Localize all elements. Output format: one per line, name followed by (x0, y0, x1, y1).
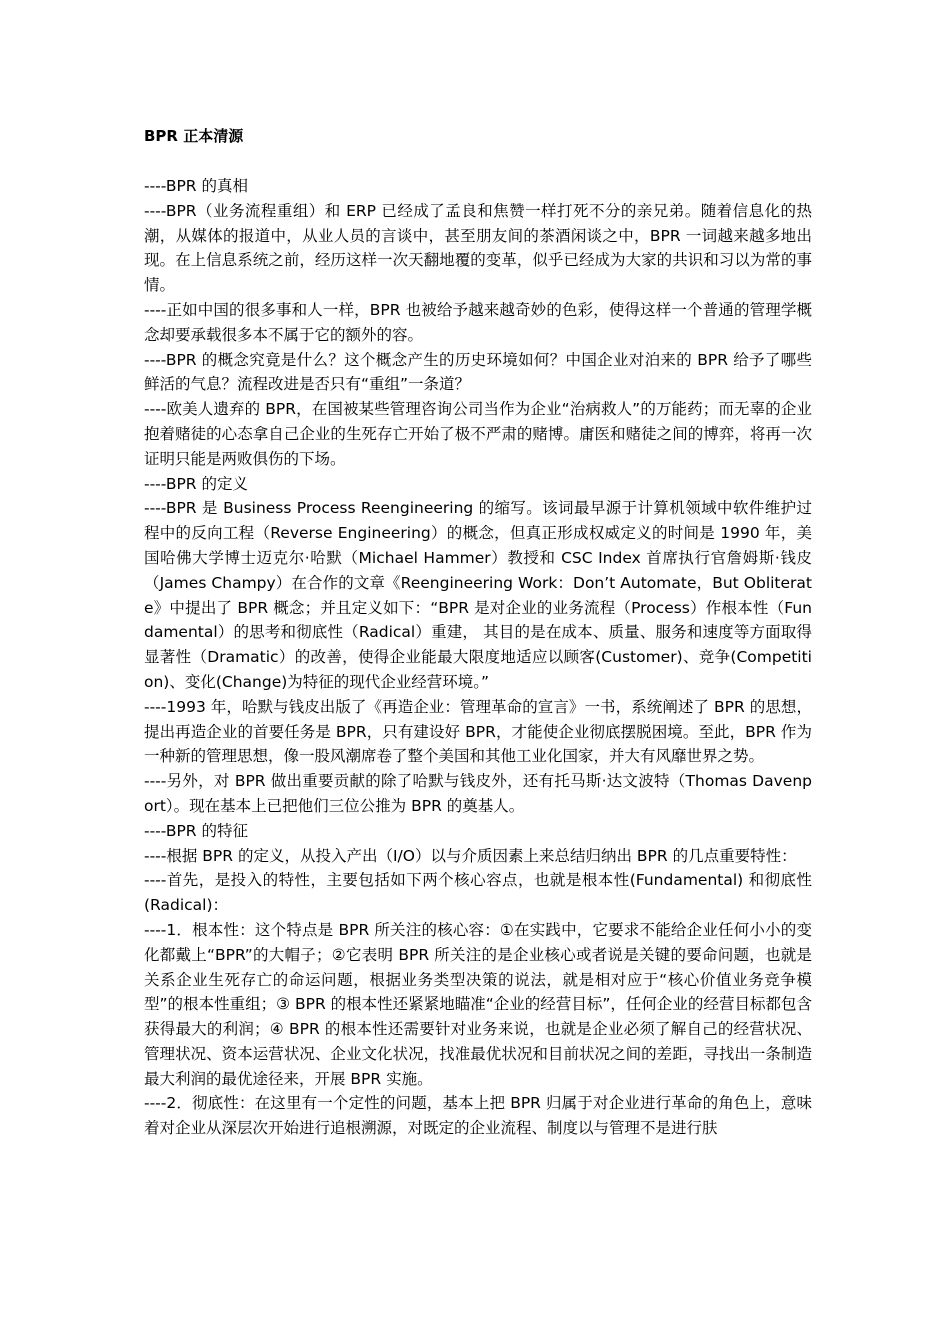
paragraph: ----根据 BPR 的定义，从投入产出（I/O）以与介质因素上来总结归纳出 BPR 的几点重要特性： (144, 846, 797, 865)
paragraph: ----2．彻底性：在这里有一个定性的问题，基本上把 BPR 归属于对企业进行革命的角色上，意味着对企业从深层次开始进行追根溯源，对既定的企业流程、制度以与管理不是进行肤 (144, 1094, 812, 1138)
paragraph: ----BPR 的真相 (144, 177, 248, 195)
paragraph: ----BPR（业务流程重组）和 ERP 已经成了孟良和焦赞一样打死不分的亲兄弟。随着信息化的热潮，从媒体的报道中，从业人员的言谈中，甚至朋友间的茶酒闲谈之中，BPR 一词越来越多地出现。在上信息系统之前，经历这样一次天翻地覆的变革，似乎已经成为大家的共识和习以为常的事情。 (144, 201, 812, 295)
paragraph: ----1．根本性：这个特点是 BPR 所关注的核心容：①在实践中，它要求不能给企业任何小小的变化都戴上“BPR”的大帽子；②它表明 BPR 所关注的是企业核心或者说是关键的要命问题，也就是关系企业生死存亡的命运问题，根据业务类型决策的说法，就是相对应于“核心价值业务竞争模型”的根本性重组；③ BPR 的根本性还紧紧地瞄准“企业的经营目标”，任何企业的经营目标都包含获得最大的利润；④ BPR 的根本性还需要针对业务来说，也就是企业必须了解自己的经营状况、管理状况、资本运营状况、企业文化状况，找准最优状况和目前状况之间的差距，寻找出一条制造最大利润的最优途径来，开展 BPR 实施。 (144, 920, 812, 1088)
paragraph: ----BPR 的概念究竟是什么？这个概念产生的历史环境如何？中国企业对泊来的 BPR 给予了哪些鲜活的气息？流程改进是否只有“重组”一条道？ (144, 350, 812, 394)
paragraph: ----正如中国的很多事和人一样，BPR 也被给予越来越奇妙的色彩，使得这样一个普通的管理学概念却要承载很多本不属于它的额外的容。 (144, 300, 812, 344)
paragraph: ----另外，对 BPR 做出重要贡献的除了哈默与钱皮外，还有托马斯·达文波特（Thomas Davenport）。现在基本上已把他们三位公推为 BPR 的奠基人。 (144, 772, 812, 815)
document-title: BPR 正本清源 (144, 127, 244, 145)
paragraph: ----BPR 的特征 (144, 821, 248, 840)
paragraph: ----首先，是投入的特性，主要包括如下两个核心容点，也就是根本性(Fundamental) 和彻底性 (Radical)： (144, 871, 812, 915)
paragraph: ----1993 年，哈默与钱皮出版了《再造企业：管理革命的宣言》一书，系统阐述了 BPR 的思想，提出再造企业的首要任务是 BPR，只有建设好 BPR，才能使企业彻底摆脱困境。至此，BPR 作为一种新的管理思想，像一股风潮席卷了整个美国和其他工业化国家，并大有风靡世界之势。 (144, 697, 812, 766)
document-page (144, 124, 812, 1141)
paragraph: ----BPR 是 Business Process Reengineering 的缩写。该词最早源于计算机领域中软件维护过程中的反向工程（Reverse Engineering）的概念，但真正形成权威定义的时间是 1990 年，美国哈佛大学博士迈克尔·哈默（Michael Hammer）教授和 CSC Index 首席执行官詹姆斯·钱皮（James Champy）在合作的文章《Reengineering Work：Don’t Automate，But Obliterate》中提出了 BPR 概念；并且定义如下：“BPR 是对企业的业务流程（Process）作根本性（Fundamental）的思考和彻底性（Radical）重建， 其目的是在成本、质量、服务和速度等方面取得显著性（Dramatic）的改善，使得企业能最大限度地适应以顾客(Customer)、竞争(Competition)、变化(Change)为特征的现代企业经营环境。” (144, 499, 812, 691)
paragraph: ----BPR 的定义 (144, 474, 248, 493)
paragraph: ----欧美人遗弃的 BPR，在国被某些管理咨询公司当作为企业“治病救人”的万能药；而无辜的企业抱着赌徒的心态拿自己企业的生死存亡开始了极不严肃的赌博。庸医和赌徒之间的博弈，将再一次证明只能是两败俱伤的下场。 (144, 400, 812, 468)
